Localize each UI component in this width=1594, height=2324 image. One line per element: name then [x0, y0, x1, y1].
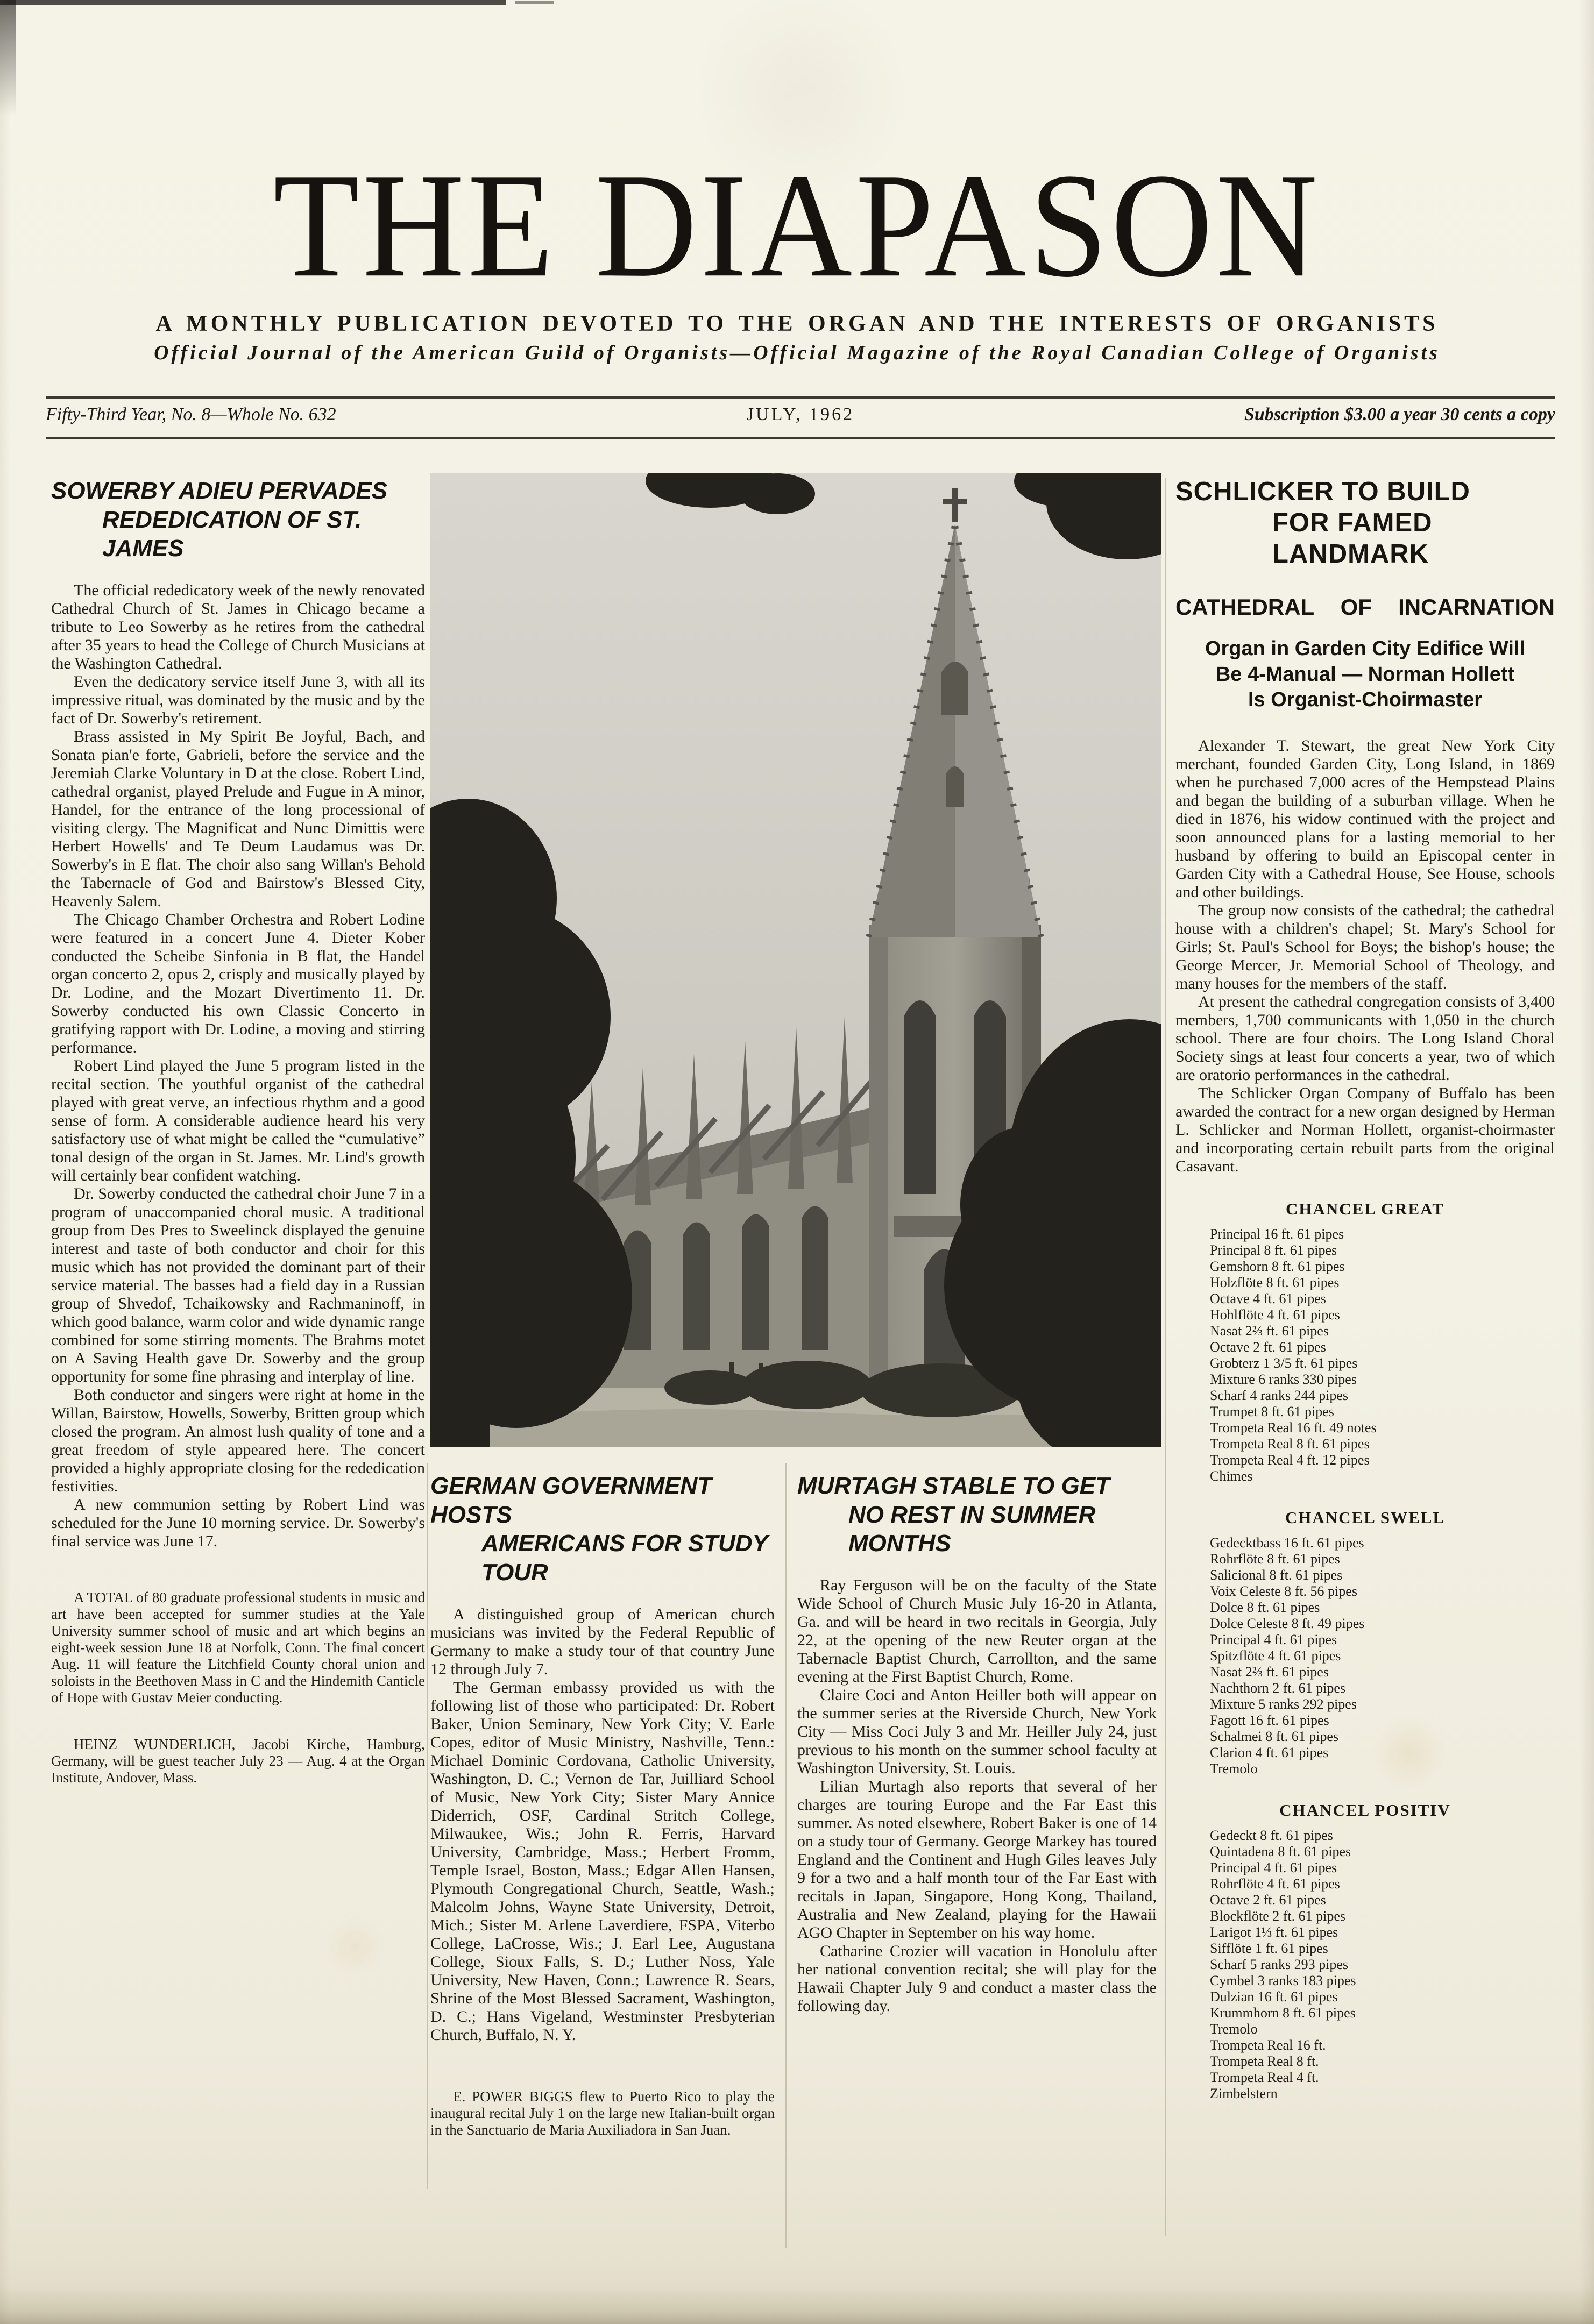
stop-entry: Rohrflöte 4 ft. 61 pipes: [1210, 1875, 1340, 1892]
stop-entry: Scharf 5 ranks 293 pipes: [1210, 1956, 1349, 1972]
stop-entry: Trompeta Real 8 ft.: [1210, 2053, 1319, 2069]
paragraph: Claire Coci and Anton Heiller both will appear on the summer series at the Riverside Church, New York City — Miss Coci July 3 and Mr. Heiller July 24, just previous to his month on the summer school faculty at Washington University, St. Louis.: [797, 1686, 1157, 1778]
stop-entry: Nachthorn 2 ft. 61 pipes: [1210, 1680, 1346, 1696]
stop-entry: Schalmei 8 ft. 61 pipes: [1210, 1728, 1339, 1744]
article-murtagh: [797, 1468, 1157, 2015]
stop-entry: Dolce Celeste 8 ft. 49 pipes: [1210, 1615, 1365, 1631]
stop-entry: Grobterz 1 3/5 ft. 61 pipes: [1210, 1355, 1358, 1371]
stop-entry: Zimbelstern: [1210, 2085, 1278, 2101]
stop-entry: Principal 4 ft. 61 pipes: [1210, 1631, 1337, 1647]
stoplist-chancel-positiv: [1175, 1801, 1555, 2102]
stop-entry: Gedecktbass 16 ft. 61 pipes: [1210, 1534, 1364, 1551]
stop-entry: Tremolo: [1210, 2021, 1258, 2037]
paragraph: Alexander T. Stewart, the great New York City merchant, founded Garden City, Long Island, in 1869 when he purchased 7,000 acres of the Hempstead Plains and began the building of a suburban village. When he died in 1876, his widow continued with the project and soon announced plans for a lasting memorial to her husband by offering to build an Episcopal center in Garden City with a Cathedral House, See House, schools and other buildings.: [1175, 736, 1555, 901]
article-schlicker-headline: [1175, 477, 1555, 570]
stop-entry: Sifflöte 1 ft. 61 pipes: [1210, 1940, 1328, 1956]
stop-entry: Krummhorn 8 ft. 61 pipes: [1210, 2005, 1356, 2021]
headline-line: GERMAN GOVERNMENT HOSTS: [430, 1473, 712, 1528]
stoplist-entries: [1175, 1226, 1555, 1484]
masthead-tagline: Official Journal of the American Guild of Organists—Official Magazine of the Royal Canadian College of Organists: [154, 342, 1440, 364]
stop-entry: Gedeckt 8 ft. 61 pipes: [1210, 1827, 1333, 1843]
paragraph: Even the dedicatory service itself June 3, with all its impressive ritual, was dominated by the music and by the fact of Dr. Sowerby's retirement.: [51, 673, 425, 728]
stoplist-title: CHANCEL GREAT: [1286, 1199, 1444, 1218]
stop-entry: Larigot 1⅓ ft. 61 pipes: [1210, 1924, 1338, 1940]
deck-line: Is Organist-Choirmaster: [1248, 688, 1482, 712]
stoplist-title: CHANCEL POSITIV: [1279, 1800, 1451, 1820]
scan-edge-artifact: [515, 1, 554, 4]
stop-entry: Principal 4 ft. 61 pipes: [1210, 1859, 1337, 1875]
stop-entry: Nasat 2⅔ ft. 61 pipes: [1210, 1323, 1329, 1339]
stop-entry: Octave 2 ft. 61 pipes: [1210, 1892, 1326, 1908]
stop-entry: Trumpet 8 ft. 61 pipes: [1210, 1403, 1334, 1419]
stop-entry: Gemshorn 8 ft. 61 pipes: [1210, 1258, 1345, 1274]
news-note-wunderlich: HEINZ WUNDERLICH, Jacobi Kirche, Hamburg, Germany, will be guest teacher July 23 — Aug. 4 at the Organ Institute, Andover, Mass.: [51, 1736, 425, 1786]
masthead-subtitle: A MONTHLY PUBLICATION DEVOTED TO THE ORGAN AND THE INTERESTS OF ORGANISTS: [155, 311, 1439, 336]
news-note-biggs: E. POWER BIGGS flew to Puerto Rico to play the inaugural recital July 1 on the large new Italian-built organ in the Sanctuario de Maria Auxiliadora in San Juan.: [430, 2088, 775, 2138]
paragraph: A new communion setting by Robert Lind was scheduled for the June 10 morning service. Dr. Sowerby's final service was June 17.: [51, 1496, 425, 1551]
paragraph: Robert Lind played the June 5 program listed in the recital section. The youthful organist of the cathedral played with great verve, an infectious rhythm and a good sense of form. A considerable audience heard his very satisfactory use of what might be called the “cumulative” tonal design of the organ in St. James. Mr. Lind's growth will certainly bear confident watching.: [51, 1057, 425, 1185]
stop-entry: Holzflöte 8 ft. 61 pipes: [1210, 1274, 1340, 1290]
paper-title: THE DIAPASON: [273, 143, 1321, 308]
stop-entry: Scharf 4 ranks 244 pipes: [1210, 1387, 1349, 1403]
column-rule: [427, 1463, 428, 2189]
article-schlicker-kicker: CATHEDRAL OF INCARNATION: [1175, 594, 1555, 620]
paragraph: The Chicago Chamber Orchestra and Robert Lodine were featured in a concert June 4. Dieter Kober conducted the Scheibe Sinfonia in B flat, the Handel organ concerto 2, opus 2, crisply and musically played by Dr. Lodine, and the Mozart Divertimento 11. Dr. Sowerby conducted his own Classic Concerto in gratifying rapport with Dr. Lodine, a moving and stirring performance.: [51, 911, 425, 1057]
stop-entry: Dulzian 16 ft. 61 pipes: [1210, 1988, 1338, 2005]
article-sowerby: [51, 473, 425, 1786]
news-note-yale-summer: A TOTAL of 80 graduate professional students in music and art have been accepted for summer studies at the Yale University summer school of music and art which begins an eight-week session June 18 at Norfolk, Conn. The final concert Aug. 11 will feature the Litchfield County choral union and soloists in the Beethoven Mass in C and the Hindemith Canticle of Hope with Gustav Meier conducting.: [51, 1589, 425, 1706]
cathedral-photo-illustration: [430, 473, 1161, 1447]
stop-entry: Principal 16 ft. 61 pipes: [1210, 1226, 1344, 1242]
paragraph: Brass assisted in My Spirit Be Joyful, Bach, and Sonata pian'e forte, Gabrieli, before the service and the Jeremiah Clarke Voluntary in D at the close. Robert Lind, cathedral organist, played Prelude and Fugue in A minor, Handel, for the entrance of the long processional of visiting clergy. The Magnificat and Nunc Dimittis were Herbert Howells' and Te Deum Laudamus was Dr. Sowerby's in E flat. The choir also sang Willan's Behold the Tabernacle of God and Bairstow's Blessed City, Heavenly Salem.: [51, 728, 425, 911]
issue-number: Fifty-Third Year, No. 8—Whole No. 632: [46, 404, 336, 424]
stop-entry: Rohrflöte 8 ft. 61 pipes: [1210, 1551, 1340, 1567]
dateline-rule-bottom: [46, 437, 1555, 439]
article-schlicker-deck: [1175, 636, 1555, 713]
paragraph: Dr. Sowerby conducted the cathedral choir June 7 in a program of unaccompanied choral music. A traditional group from Des Pres to Sweelinck displayed the genuine interest and taste of both conductor and choir for this music which has not provided the dominant part of their service material. The basses had a field day in a Russian group of Shvedof, Tchaikowsky and Rachmaninoff, in which good balance, warm color and wide dynamic range combined for some stirring moments. The Brahms motet on A Saving Health gave Dr. Sowerby and the group opportunity for some fine phrasing and interplay of line.: [51, 1185, 425, 1386]
column-rule: [1165, 478, 1166, 2236]
article-schlicker-body: [1175, 737, 1555, 1176]
stoplist-title: CHANCEL SWELL: [1285, 1508, 1446, 1527]
article-murtagh-body: [797, 1576, 1157, 2015]
paragraph: At present the cathedral congregation consists of 3,400 members, 1,700 communicants with 1,050 in the church school. There are four choirs. The Long Island Choral Society sings at least four concerts a year, two of which are oratorio performances in the cathedral.: [1175, 992, 1555, 1084]
paragraph: The Schlicker Organ Company of Buffalo has been awarded the contract for a new organ designed by Herman L. Schlicker and Norman Hollett, organist-choirmaster and incorporating certain rebuilt parts from the original Casavant.: [1175, 1084, 1555, 1175]
deck-line: Be 4-Manual — Norman Hollett: [1215, 663, 1515, 686]
article-murtagh-headline: [797, 1472, 1157, 1558]
article-german-headline: [430, 1472, 775, 1587]
page-edge-shadow: [0, 2286, 1594, 2324]
stop-entry: Principal 8 ft. 61 pipes: [1210, 1242, 1337, 1258]
stop-entry: Mixture 6 ranks 330 pipes: [1210, 1371, 1357, 1387]
stop-entry: Clarion 4 ft. 61 pipes: [1210, 1744, 1329, 1760]
stop-entry: Hohlflöte 4 ft. 61 pipes: [1210, 1306, 1340, 1323]
stop-entry: Dolce 8 ft. 61 pipes: [1210, 1599, 1320, 1615]
stop-entry: Fagott 16 ft. 61 pipes: [1210, 1712, 1329, 1728]
stop-entry: Trompeta Real 16 ft. 49 notes: [1210, 1419, 1377, 1435]
stop-entry: Blockflöte 2 ft. 61 pipes: [1210, 1908, 1346, 1924]
stoplist-chancel-swell: [1175, 1508, 1555, 1777]
stop-entry: Trompeta Real 4 ft. 12 pipes: [1210, 1452, 1370, 1468]
headline-line: NO REST IN SUMMER MONTHS: [848, 1501, 1096, 1557]
stop-entry: Quintadena 8 ft. 61 pipes: [1210, 1843, 1351, 1859]
headline-line: FOR FAMED LANDMARK: [1272, 508, 1433, 568]
cathedral-photo: [430, 473, 1161, 1447]
paragraph: Both conductor and singers were right at home in the Willan, Bairstow, Howells, Sowerby, Britten group which closed the program. An almost lush quality of tone and a great freedom of style appeared here. The concert provided a highly appropriate closing for the rededication festivities.: [51, 1386, 425, 1496]
paragraph: Catharine Crozier will vacation in Honolulu after her national convention recital; she will play for the Hawaii Chapter July 9 and conduct a master class the following day.: [797, 1942, 1157, 2015]
paragraph: Ray Ferguson will be on the faculty of the State Wide School of Church Music July 16-20 in Atlanta, Ga. and will be heard in two recitals in Georgia, July 22, at the opening of the new Reuter organ at the Tabernacle Baptist Church, Carrollton, and the same evening at the First Baptist Church, Rome.: [797, 1576, 1157, 1686]
stop-entry: Tremolo: [1210, 1760, 1258, 1776]
scan-edge-artifact: [0, 0, 506, 5]
issue-date: JULY, 1962: [746, 404, 855, 424]
dateline: [46, 404, 1555, 425]
stop-entry: Cymbel 3 ranks 183 pipes: [1210, 1972, 1356, 1988]
article-german-tour: [430, 1468, 775, 2138]
headline-line: REDEDICATION OF ST. JAMES: [102, 506, 362, 562]
stoplist-entries: [1175, 1828, 1555, 2102]
stop-entry: Chimes: [1210, 1468, 1253, 1484]
stop-entry: Salicional 8 ft. 61 pipes: [1210, 1567, 1343, 1583]
deck-line: Organ in Garden City Edifice Will: [1205, 637, 1526, 660]
paragraph: The group now consists of the cathedral; the cathedral house with a children's chapel; St. Mary's School for Girls; St. Paul's School for Boys; the bishop's house; the George Mercer, Jr. Memorial School of Theology, and many houses for the members of the staff.: [1175, 901, 1555, 992]
stop-entry: Octave 4 ft. 61 pipes: [1210, 1290, 1326, 1306]
paragraph: Lilian Murtagh also reports that several of her charges are touring Europe and the Far East this summer. As noted elsewhere, Robert Baker is one of 14 on a study tour of Germany. George Markey has toured England and the Continent and Hugh Giles leaves July 9 for a two and a half month tour of the Far East with recitals in Japan, Singapore, Hong Kong, Thailand, Australia and New Zealand, playing for the Hawaii AGO Chapter in September on his way home.: [797, 1778, 1157, 1942]
article-schlicker: [1175, 473, 1555, 2102]
stop-entry: Nasat 2⅔ ft. 61 pipes: [1210, 1664, 1329, 1680]
dateline-rule-top: [46, 396, 1555, 399]
headline-line: SCHLICKER TO BUILD: [1175, 477, 1470, 506]
headline-line: SOWERBY ADIEU PERVADES: [51, 478, 388, 504]
column-rule: [785, 1463, 787, 2248]
stoplist-entries: [1175, 1535, 1555, 1777]
paragraph: The official rededicatory week of the newly renovated Cathedral Church of St. James in Chicago became a tribute to Leo Sowerby as he retires from the cathedral after 35 years to head the College of Church Musicians at the Washington Cathedral.: [51, 581, 425, 673]
subscription-price: Subscription $3.00 a year 30 cents a copy: [1244, 404, 1555, 424]
stop-entry: Octave 2 ft. 61 pipes: [1210, 1339, 1326, 1355]
stoplist-chancel-great: [1175, 1199, 1555, 1484]
stop-entry: Voix Celeste 8 ft. 56 pipes: [1210, 1583, 1357, 1599]
article-sowerby-headline: [51, 477, 425, 563]
stop-entry: Trompeta Real 16 ft.: [1210, 2037, 1326, 2053]
article-german-body: [430, 1605, 775, 2044]
paragraph: The German embassy provided us with the following list of those who participated: Dr. Robert Baker, Union Seminary, New York City; V. Earle Copes, editor of Music Ministry, Nashville, Tenn.: Michael Dominic Cordovana, Catholic University, Washington, D. C.; Vernon de Tar, Juilliard School of Music, New York City; Sister Mary Annice Diderrich, OSF, Cardinal Stritch College, Milwaukee, Wis.; John R. Ferris, Harvard University, Cambridge, Mass.; Herbert Fromm, Temple Israel, Boston, Mass.; Edgar Allen Hansen, Plymouth Congregational Church, Seattle, Wash.; Malcolm Johns, Wayne State University, Detroit, Mich.; Sister M. Arlene Laverdiere, FSPA, Viterbo College, LaCrosse, Wis.; J. Earl Lee, Augustana College, Sioux Falls, S. D.; Luther Noss, Yale University, New Haven, Conn.; Lawrence R. Sears, Shrine of the Most Blessed Sacrament, Washington, D. C.; Hans Vigeland, Westminster Presbyterian Church, Buffalo, N. Y.: [430, 1678, 775, 2044]
stop-entry: Mixture 5 ranks 292 pipes: [1210, 1696, 1357, 1712]
headline-line: AMERICANS FOR STUDY TOUR: [481, 1530, 768, 1586]
paragraph: A distinguished group of American church musicians was invited by the Federal Republic of Germany to make a study tour of that country June 12 through July 7.: [430, 1605, 775, 1678]
stop-entry: Spitzflöte 4 ft. 61 pipes: [1210, 1647, 1341, 1664]
article-sowerby-body: [51, 581, 425, 1551]
stop-entry: Trompeta Real 8 ft. 61 pipes: [1210, 1435, 1370, 1452]
headline-line: MURTAGH STABLE TO GET: [797, 1473, 1110, 1499]
stop-entry: Trompeta Real 4 ft.: [1210, 2069, 1319, 2085]
